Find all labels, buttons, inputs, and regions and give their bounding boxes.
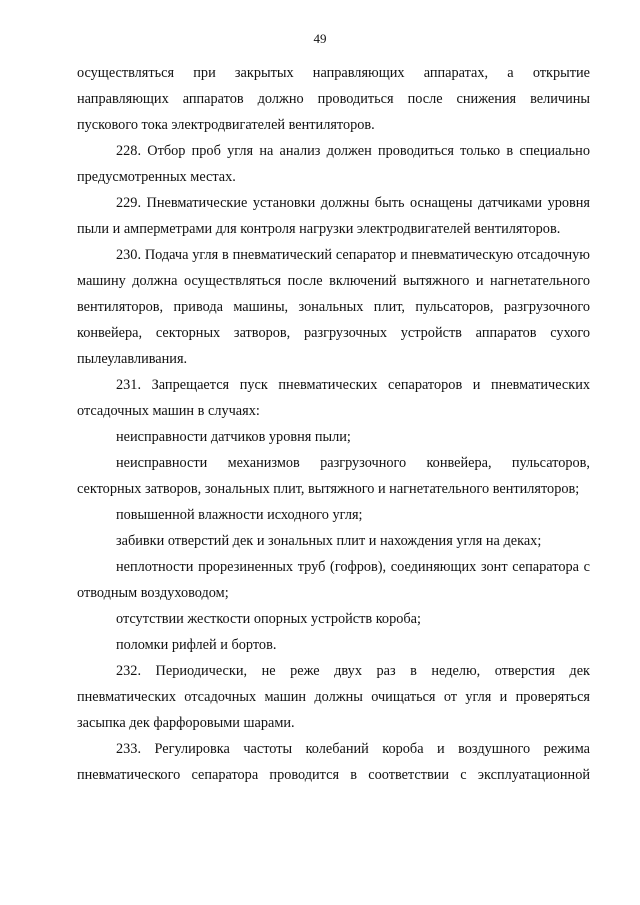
list-item-dust-sensors: неисправности датчиков уровня пыли;: [116, 429, 351, 445]
paragraph-229: 229. Пневматические установки должны быть оснащены датчиками уровня пыли и амперметрами для контроля нагрузки электродвигателей вентиляторов.: [77, 195, 590, 237]
list-item-pipe-leaks: неплотности прорезиненных труб (гофров), соединяющих зонт сепаратора с отводным воздуховодом;: [77, 559, 590, 601]
page-number: 49: [313, 31, 327, 46]
document-body: [77, 60, 590, 788]
paragraph-continued: осуществляться при закрытых направляющих аппаратах, а открытие направляющих аппаратов должно проводиться после снижения величины пускового тока электродвигателей вентиляторов.: [77, 65, 590, 133]
list-item-mechanisms: неисправности механизмов разгрузочного конвейера, пульсаторов, секторных затворов, зональных плит, вытяжного и нагнетательного вентиляторов;: [77, 455, 590, 497]
paragraph-230: 230. Подача угля в пневматический сепаратор и пневматическую отсадочную машину должна осуществляться после включений вытяжного и нагнетательного вентиляторов, привода машины, зональных плит, пульсаторов, разгрузочного конвейера, секторных затворов, разгрузочных устройств аппаратов сухого пылеулавливания.: [77, 247, 590, 367]
list-item-humidity: повышенной влажности исходного угля;: [116, 507, 363, 523]
paragraph-232: 232. Периодически, не реже двух раз в неделю, отверстия дек пневматических отсадочных машин должны очищаться от угля и проверяться засыпка дек фарфоровыми шарами.: [77, 663, 590, 731]
list-item-clogging: забивки отверстий дек и зональных плит и нахождения угля на деках;: [116, 533, 542, 549]
paragraph-231: 231. Запрещается пуск пневматических сепараторов и пневматических отсадочных машин в случаях:: [77, 377, 590, 419]
list-item-riffles: поломки рифлей и бортов.: [116, 637, 277, 653]
paragraph-233: 233. Регулировка частоты колебаний короба и воздушного режима пневматического сепаратора проводится в соответствии с эксплуатационной: [77, 741, 590, 783]
paragraph-228: 228. Отбор проб угля на анализ должен проводиться только в специально предусмотренных местах.: [77, 143, 590, 185]
list-item-rigidity: отсутствии жесткости опорных устройств короба;: [116, 611, 421, 627]
